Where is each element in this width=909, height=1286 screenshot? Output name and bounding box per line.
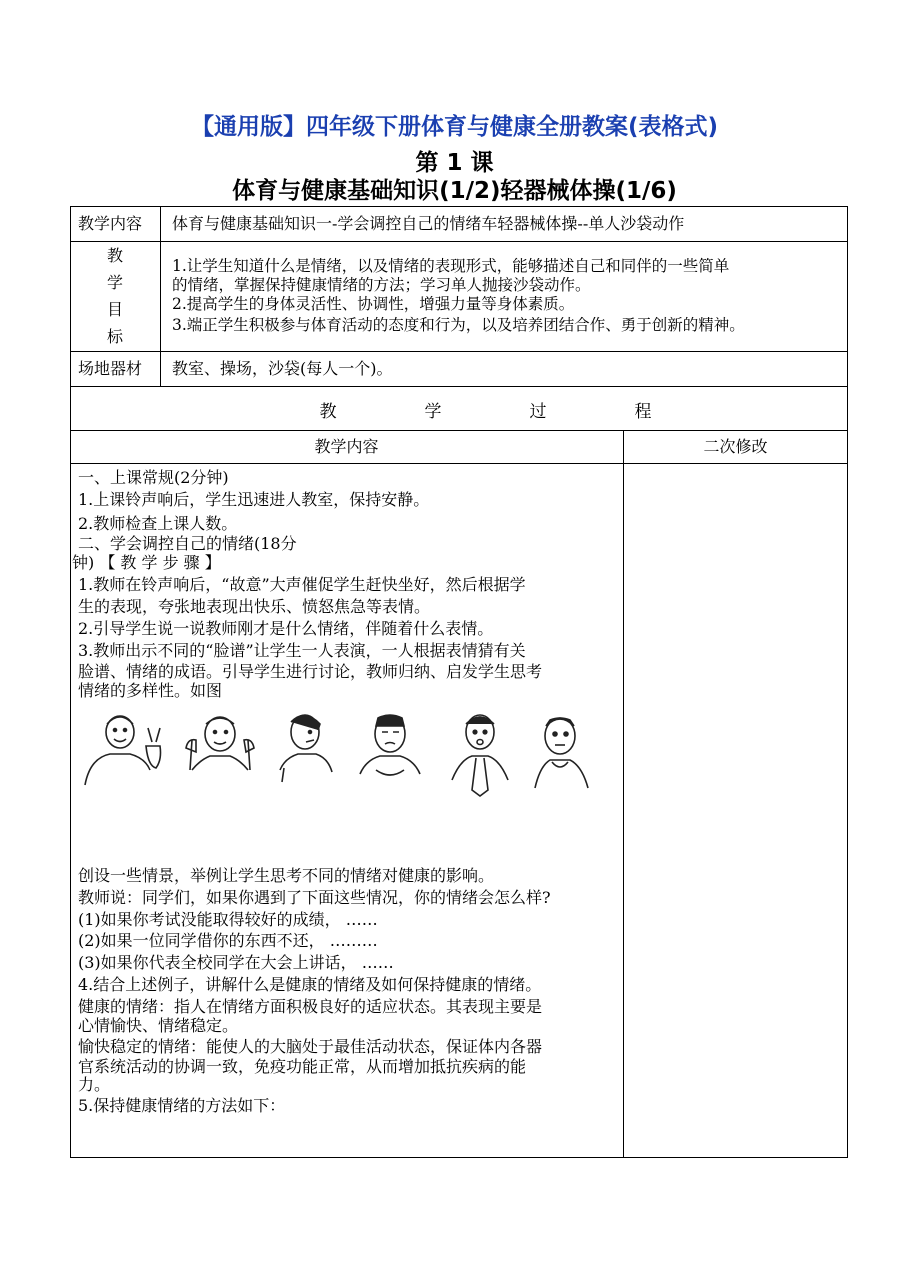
body-line: 1.教师在铃声响后，“故意”大声催促学生赶快坐好，然后根据学 bbox=[78, 575, 526, 594]
face-figure bbox=[360, 715, 420, 775]
table-divider bbox=[70, 386, 848, 387]
body-line: 力。 bbox=[78, 1075, 111, 1094]
face-figure bbox=[452, 715, 508, 796]
body-line: 一、上课常规(2分钟) bbox=[78, 468, 229, 487]
venue-value: 教室、操场，沙袋(每人一个)。 bbox=[172, 359, 393, 378]
table-divider bbox=[70, 241, 848, 242]
goal-label-char: 教 bbox=[106, 246, 123, 265]
body-line: (3)如果你代表全校同学在大会上讲话， …… bbox=[78, 953, 394, 972]
table-divider bbox=[160, 206, 161, 386]
venue-label: 场地器材 bbox=[78, 359, 143, 378]
body-line: 4.结合上述例子，讲解什么是健康的情绪及如何保持健康的情绪。 bbox=[78, 975, 542, 994]
body-line: 教师说：同学们，如果你遇到了下面这些情况，你的情绪会怎么样? bbox=[78, 888, 551, 907]
body-line: 健康的情绪：指人在情绪方面积极良好的适应状态。其表现主要是 bbox=[78, 997, 543, 1016]
column-header-revision: 二次修改 bbox=[703, 437, 768, 456]
body-line: 官系统活动的协调一致，免疫功能正常，从而增加抵抗疾病的能 bbox=[78, 1057, 527, 1076]
process-char: 程 bbox=[634, 402, 652, 422]
table-divider bbox=[70, 351, 848, 352]
content-label: 教学内容 bbox=[78, 214, 143, 233]
document-title: 【通用版】四年级下册体育与健康全册教案(表格式) bbox=[190, 114, 719, 140]
process-char: 过 bbox=[529, 402, 547, 422]
table-divider bbox=[70, 463, 848, 464]
body-line: 2.引导学生说一说教师刚才是什么情绪，伴随着什么表情。 bbox=[78, 619, 494, 638]
face-figure bbox=[186, 717, 254, 770]
goal-label-char: 学 bbox=[106, 273, 123, 292]
process-char: 学 bbox=[424, 402, 442, 422]
face-figure bbox=[535, 718, 588, 788]
body-line: 心情愉快、情绪稳定。 bbox=[78, 1016, 239, 1035]
body-line: 二、学会调控自己的情绪(18分 bbox=[78, 534, 297, 553]
body-line: 3.教师出示不同的“脸谱”让学生一人表演，一人根据表情猜有关 bbox=[78, 641, 526, 660]
emotion-faces-illustration bbox=[80, 710, 600, 820]
goal-line: 1.让学生知道什么是情绪，以及情绪的表现形式，能够描述自己和同伴的一些简单 bbox=[172, 257, 730, 275]
body-line: 生的表现，夸张地表现出快乐、愤怒焦急等表情。 bbox=[78, 597, 431, 616]
body-line: 5.保持健康情绪的方法如下： bbox=[78, 1096, 286, 1115]
process-char: 教 bbox=[319, 402, 337, 422]
body-line: 钟) 【 教 学 步 骤 】 bbox=[72, 553, 221, 572]
table-divider bbox=[70, 430, 848, 431]
body-line: 情绪的多样性。如图 bbox=[78, 681, 223, 700]
column-header-content: 教学内容 bbox=[314, 437, 379, 456]
body-line: 脸谱、情绪的成语。引导学生进行讨论，教师归纳、启发学生思考 bbox=[78, 662, 543, 681]
goal-line: 3.端正学生积极参与体育活动的态度和行为，以及培养团结合作、勇于创新的精神。 bbox=[172, 316, 745, 334]
body-line: (1)如果你考试没能取得较好的成绩， …… bbox=[78, 910, 378, 929]
face-figure bbox=[280, 715, 332, 782]
process-header bbox=[70, 397, 901, 422]
goal-line: 2.提高学生的身体灵活性、协调性，增强力量等身体素质。 bbox=[172, 295, 575, 313]
body-line: 愉快稳定的情绪：能使人的大脑处于最佳活动状态，保证体内各器 bbox=[78, 1037, 543, 1056]
goal-label-char: 标 bbox=[106, 327, 123, 346]
body-line: 2.教师检查上课人数。 bbox=[78, 514, 238, 533]
lesson-title: 体育与健康基础知识(1/2)轻器械体操(1/6) bbox=[232, 178, 677, 204]
face-figure bbox=[85, 716, 161, 785]
body-line: (2)如果一位同学借你的东西不还， ……… bbox=[78, 931, 378, 950]
table-divider bbox=[623, 430, 624, 1158]
content-value: 体育与健康基础知识一-学会调控自己的情绪车轻器械体操--单人沙袋动作 bbox=[172, 214, 685, 233]
body-line: 1.上课铃声响后，学生迅速进人教室，保持安静。 bbox=[78, 490, 430, 509]
goal-line: 的情绪，掌握保持健康情绪的方法；学习单人抛接沙袋动作。 bbox=[172, 276, 591, 294]
lesson-number: 第 1 课 bbox=[415, 150, 494, 176]
goal-label-char: 目 bbox=[106, 300, 123, 319]
body-line: 创设一些情景，举例让学生思考不同的情绪对健康的影响。 bbox=[78, 866, 495, 885]
